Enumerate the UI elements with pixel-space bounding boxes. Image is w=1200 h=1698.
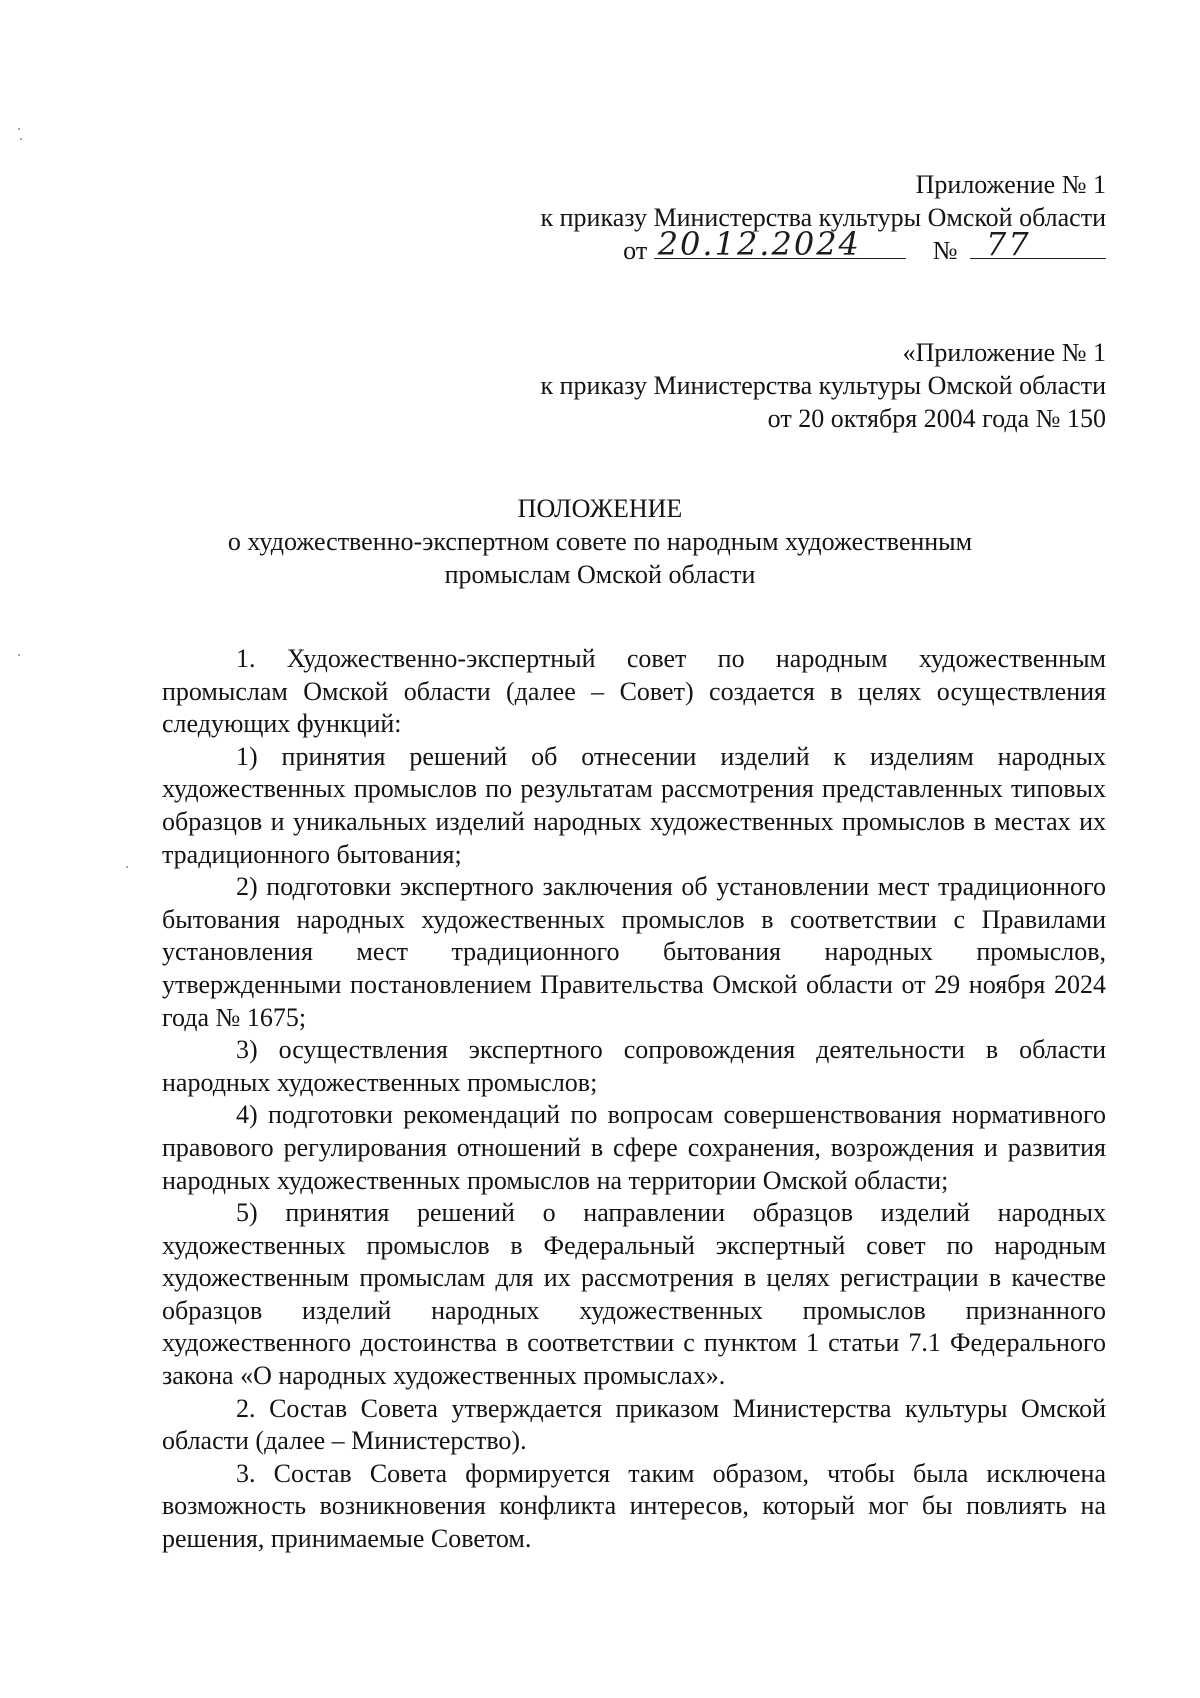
scan-speck <box>18 654 20 656</box>
handwritten-date: 20.12.2024 <box>657 225 861 263</box>
document-subtitle-line-2: промыслам Омской области <box>444 560 756 589</box>
document-heading: ПОЛОЖЕНИЕ <box>517 494 683 523</box>
paragraph-2: 2. Состав Совета утверждается приказом Министерства культуры Омской области (далее – Министерство). <box>162 1393 1106 1456</box>
scan-speck <box>20 138 22 140</box>
number-prefix: № <box>932 236 958 265</box>
document-body <box>162 643 1106 1556</box>
scan-speck <box>18 128 20 130</box>
paragraph-3: 3. Состав Совета формируется таким образом, чтобы была исключена возможность возникновения конфликта интересов, который мог бы повлиять на решения, принимаемые Советом. <box>162 1458 1106 1554</box>
scan-speck <box>126 866 128 868</box>
appendix-order-reference-original: к приказу Министерства культуры Омской области <box>540 371 1106 400</box>
appendix-order-reference: к приказу Министерства культуры Омской области <box>540 203 1106 232</box>
document-title-block <box>0 492 1200 591</box>
appendix-title-original: «Приложение № 1 <box>902 338 1106 367</box>
appendix-order-date-original: от 20 октября 2004 года № 150 <box>767 404 1106 433</box>
date-fill-line <box>654 225 906 263</box>
list-item-3: 3) осуществления экспертного сопровождения деятельности в области народных художественных промыслов; <box>162 1035 1106 1097</box>
paragraph-1: 1. Художественно-экспертный совет по народным художественным промыслам Омской области (далее – Совет) создается в целях осуществления следующих функций: <box>162 644 1106 739</box>
appendix-date-number-line <box>541 225 1107 267</box>
appendix-title: Приложение № 1 <box>915 170 1106 199</box>
list-item-5: 5) принятия решений о направлении образцов изделий народных художественных промыслов в Федеральный экспертный совет по народным художественным промыслам для их рассмотрения в целях регистрации в качестве образцов изделий народных художественных промыслов признанного художественного достоинства в соответствии с пунктом 1 статьи 7.1 Федерального закона «О народных художественных промыслах». <box>162 1198 1106 1391</box>
appendix-header-current <box>541 168 1107 267</box>
list-item-2: 2) подготовки экспертного заключения об установлении мест традиционного бытования народных художественных промыслов в соответствии с Правилами установления мест традиционного бытования народных промыслов, утвержденными постановлением Правительства Омской области от 29 ноября 2024 года № 1675; <box>162 872 1106 1032</box>
handwritten-number: 77 <box>986 225 1031 263</box>
appendix-header-original <box>541 336 1107 435</box>
document-subtitle-line-1: о художественно-экспертном совете по народным художественным <box>227 527 973 556</box>
number-fill-line <box>970 225 1106 263</box>
list-item-4: 4) подготовки рекомендаций по вопросам совершенствования нормативного правового регулирования отношений в сфере сохранения, возрождения и развития народных художественных промыслов на территории Омской области; <box>162 1100 1106 1195</box>
date-prefix: от <box>623 236 648 265</box>
list-item-1: 1) принятия решений об отнесении изделий к изделиям народных художественных промыслов по результатам рассмотрения представленных типовых образцов и уникальных изделий народных художественных промыслов в местах их традиционного бытования; <box>162 741 1106 869</box>
